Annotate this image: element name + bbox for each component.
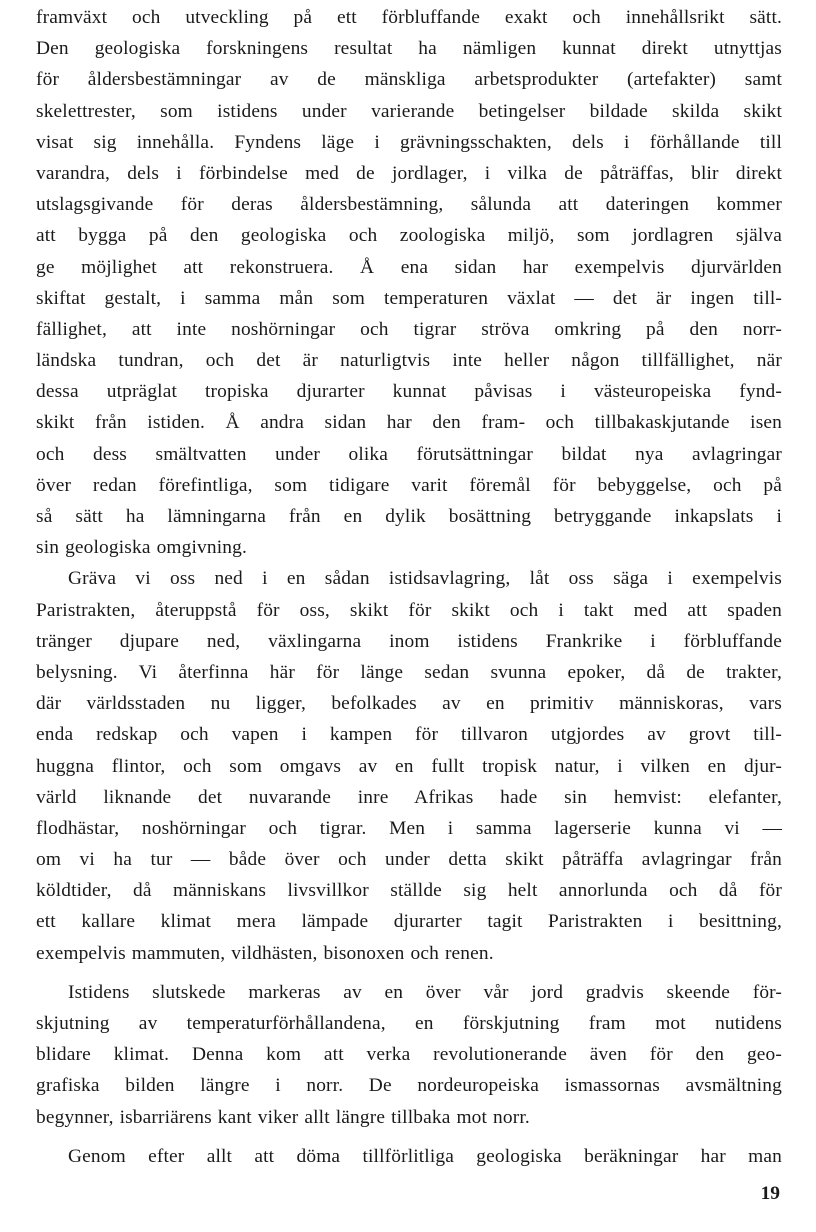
text-line: flodhästar, noshörningar och tigrar. Men i samma lagerserie kunna vi — [36, 817, 782, 839]
text-line: sin geologiska omgivning. [36, 537, 247, 559]
page-number: 19 [760, 1183, 780, 1204]
text-line: belysning. Vi återfinna här för länge sedan svunna epoker, då de trakter, [36, 661, 782, 683]
text-line: fällighet, att inte noshörningar och tigrar ströva omkring på den norr- [36, 318, 782, 340]
text-line: skjutning av temperaturförhållandena, en förskjutning fram mot nutidens [36, 1013, 782, 1034]
text-line: dessa utpräglat tropiska djurarter kunnat påvisas i västeuropeiska fynd- [36, 381, 782, 403]
text-line: värld liknande det nuvarande inre Afrikas hade sin hemvist: elefanter, [36, 786, 782, 808]
text-line: ett kallare klimat mera lämpade djurarter tagit Paristrakten i besittning, [36, 911, 782, 933]
text-line: begynner, isbarriärens kant viker allt längre tillbaka mot norr. [36, 1106, 530, 1128]
text-line: grafiska bilden längre i norr. De nordeuropeiska ismassornas avsmältning [36, 1075, 782, 1097]
text-line: och dess smältvatten under olika förutsättningar bildat nya avlagringar [36, 443, 782, 465]
text-line: huggna flintor, och som omgavs av en fullt tropisk natur, i vilken en djur- [36, 755, 782, 777]
text-line: så sätt ha lämningarna från en dylik bosättning betryggande inkapslats i [36, 506, 782, 527]
text-line: Paristrakten, återuppstå för oss, skikt för skikt och i takt med att spaden [36, 599, 782, 621]
text-line: där världsstaden nu ligger, befolkades av en primitiv människoras, vars [36, 693, 782, 715]
text-line: att bygga på den geologiska och zoologiska miljö, som jordlagren själva [36, 225, 782, 247]
text-line: exempelvis mammuten, vildhästen, bisonoxen och renen. [36, 942, 494, 964]
text-line: skelettrester, som istidens under varierande betingelser bildade skilda skikt [36, 100, 782, 122]
text-line: över redan förefintliga, som tidigare varit föremål för bebyggelse, och på [36, 474, 782, 496]
text-line: varandra, dels i förbindelse med de jordlager, i vilka de påträffas, blir direkt [36, 162, 782, 184]
text-line: skiftat gestalt, i samma mån som temperaturen växlat — det är ingen till- [36, 287, 782, 309]
text-line: skikt från istiden. Å andra sidan har den fram- och tillbakaskjutande isen [36, 412, 782, 434]
text-line: visat sig innehålla. Fyndens läge i grävningsschakten, dels i förhållande till [36, 131, 782, 153]
paragraph-gap [36, 1133, 782, 1141]
text-line: Gräva vi oss ned i en sådan istidsavlagring, låt oss säga i exempelvis [68, 568, 782, 590]
paragraph-2 [36, 563, 782, 968]
paragraph-4 [36, 1141, 782, 1172]
text-line: för åldersbestämningar av de mänskliga arbetsprodukter (artefakter) samt [36, 69, 782, 91]
text-line: ländska tundran, och det är naturligtvis inte heller någon tillfällighet, när [36, 350, 782, 372]
text-line: Den geologiska forskningens resultat ha nämligen kunnat direkt utnyttjas [36, 38, 782, 60]
text-line: blidare klimat. Denna kom att verka revolutionerande även för den geo- [36, 1044, 782, 1066]
book-page [36, 2, 782, 1172]
text-line: enda redskap och vapen i kampen för tillvaron utgjordes av grovt till- [36, 724, 782, 746]
text-line: Istidens slutskede markeras av en över vår jord gradvis skeende för- [68, 981, 782, 1003]
text-line: utslagsgivande för deras åldersbestämning, sålunda att dateringen kommer [36, 194, 782, 216]
paragraph-gap [36, 969, 782, 977]
text-line: Genom efter allt att döma tillförlitliga geologiska beräkningar har man [68, 1145, 782, 1167]
text-line: köldtider, då människans livsvillkor ställde sig helt annorlunda och då för [36, 880, 782, 902]
text-line: om vi ha tur — både över och under detta skikt påträffa avlagringar från [36, 849, 782, 871]
paragraph-1 [36, 2, 782, 563]
text-line: ge möjlighet att rekonstruera. Å ena sidan har exempelvis djurvärlden [36, 256, 782, 278]
text-line: framväxt och utveckling på ett förbluffande exakt och innehållsrikt sätt. [36, 7, 782, 28]
text-line: tränger djupare ned, växlingarna inom istidens Frankrike i förbluffande [36, 630, 782, 652]
paragraph-3 [36, 977, 782, 1133]
